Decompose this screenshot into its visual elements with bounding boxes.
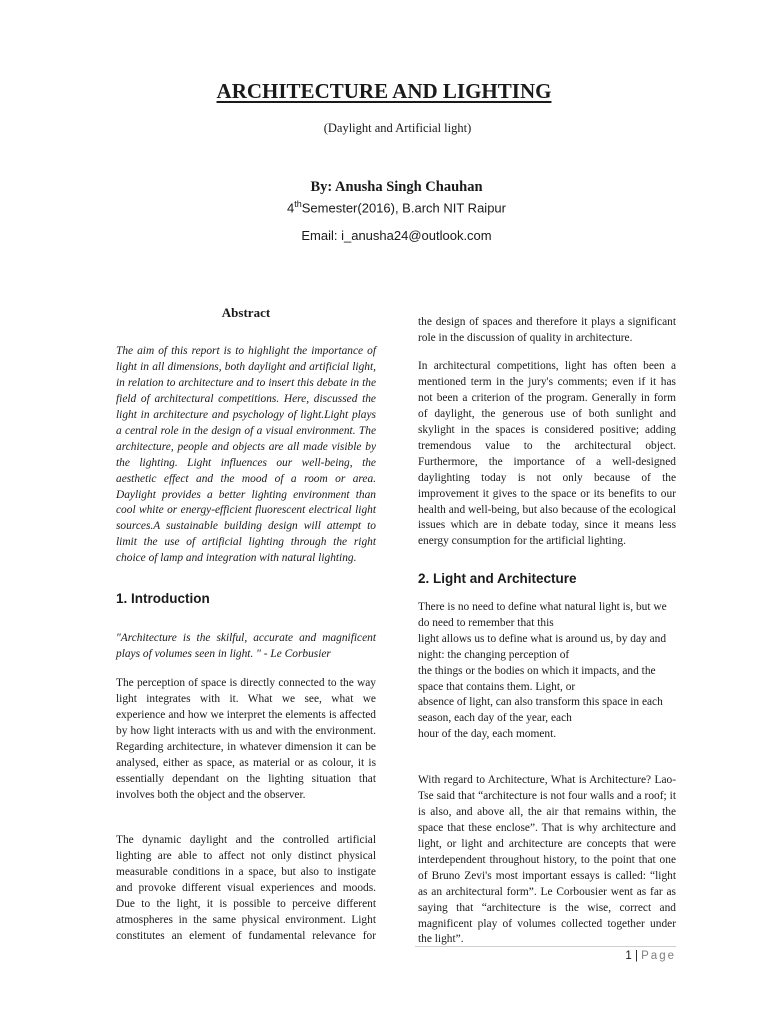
natural-light-paragraph — [418, 600, 680, 743]
text-line: night: the changing perception of — [418, 648, 570, 661]
subtitle: (Daylight and Artificial light) — [323, 121, 472, 135]
abstract-body: The aim of this report is to highlight the importance of light in all dimensions, both daylight and artificial light, in relation to architecture and to insert this debate in the field of architectural competitions. Here, discussed the light in architecture and psychology of light.Light plays a central role in the design of a visual environment. The architecture, people and objects are all made visible by the lighting. Light influences our well-being, the aesthetic effect and the mood of a room or area. Daylight provides a better lighting environment than cool white or energy-efficient fluorescent electrical light sources.A sustainable building design will attempt to limit the use of artificial lighting through the right choice of lamp and integration with natural lighting. — [116, 345, 376, 565]
footer-divider — [415, 946, 676, 947]
intro-paragraph-2: The dynamic daylight and the controlled artificial lighting are able to affect not only distinct physical measurable conditions in a space, but also to instigate and provoke different visual experiences and moods. Due to the light, it is possible to perceive different atmospheres in the same physical environment. Light constitutes an element of fundamental relevance for — [116, 834, 376, 942]
text-line: absence of light, can also transform this space in each — [418, 696, 663, 709]
text-line: space that contains them. Light, or — [418, 680, 576, 693]
intro-paragraph-1: The perception of space is directly connected to the way light integrates with it. What we see, what we experience and how we interpret the elements is affected by how light interacts with us and with the environment. Regarding architecture, in whatever dimension it can be analysed, either as space, as material or as colour, it is essentially dependant on the lighting situation that involves both the object and the observer. — [116, 677, 376, 801]
text-line: hour of the day, each moment. — [418, 728, 557, 741]
footer-separator: | — [634, 950, 638, 962]
text-line: There is no need to define what natural light is, but we — [418, 601, 667, 613]
email-line: Email: i_anusha24@outlook.com — [301, 228, 492, 243]
text-line: do need to remember that this — [418, 616, 554, 629]
abstract-heading: Abstract — [221, 305, 271, 320]
affiliation-line: 4thSemester(2016), B.arch NIT Raipur — [287, 199, 506, 216]
corbusier-quote: "Architecture is the skilful, accurate and magnificent plays of volumes seen in light. " - Le Corbusier — [116, 632, 376, 661]
section-2-heading: 2. Light and Architecture — [418, 571, 577, 586]
continued-paragraph: the design of spaces and therefore it plays a significant role in the discussion of quality in architecture. — [418, 316, 676, 345]
page-label: Page — [641, 950, 676, 962]
competition-paragraph: In architectural competitions, light has often been a mentioned term in the jury's comments; even if it has not been a criterion of the program. Generally in form of daylight, the generous use of both sunlight and skylight in the spaces is considered positive; adding tremendous value to the architectural object. Furthermore, the importance of a well-designed daylighting today is not only because of the improvement it gives to the space or its benefits to our health and well-being, but also because of the ecological issues which are in debate today, since it means less energy consumption for the artificial lighting. — [418, 360, 676, 548]
introduction-heading: 1. Introduction — [116, 591, 210, 606]
page-footer — [560, 948, 676, 964]
text-line: light allows us to define what is around us, by day and — [418, 632, 667, 645]
text-line: the things or the bodies on which it impacts, and the — [418, 664, 656, 677]
page-title: ARCHITECTURE AND LIGHTING — [216, 79, 552, 103]
architecture-paragraph: With regard to Architecture, What is Architecture? Lao-Tse said that “architecture is not four walls and a roof; it is also, and above all, the air that remains within, the space that these enclose”. That is why architecture and light, or light and architecture are concepts that were interdependent throughout history, to the point that one of Bruno Zevi's most important essays is called: “light as an architectural form”. Le Corbousier went as far as saying that “architecture is the wise, correct and magnificent play of volumes collected together under the light”. — [418, 774, 676, 946]
author-line: By: Anusha Singh Chauhan — [310, 179, 483, 195]
page-number: 1 — [625, 950, 632, 962]
text-line: season, each day of the year, each — [418, 712, 572, 725]
